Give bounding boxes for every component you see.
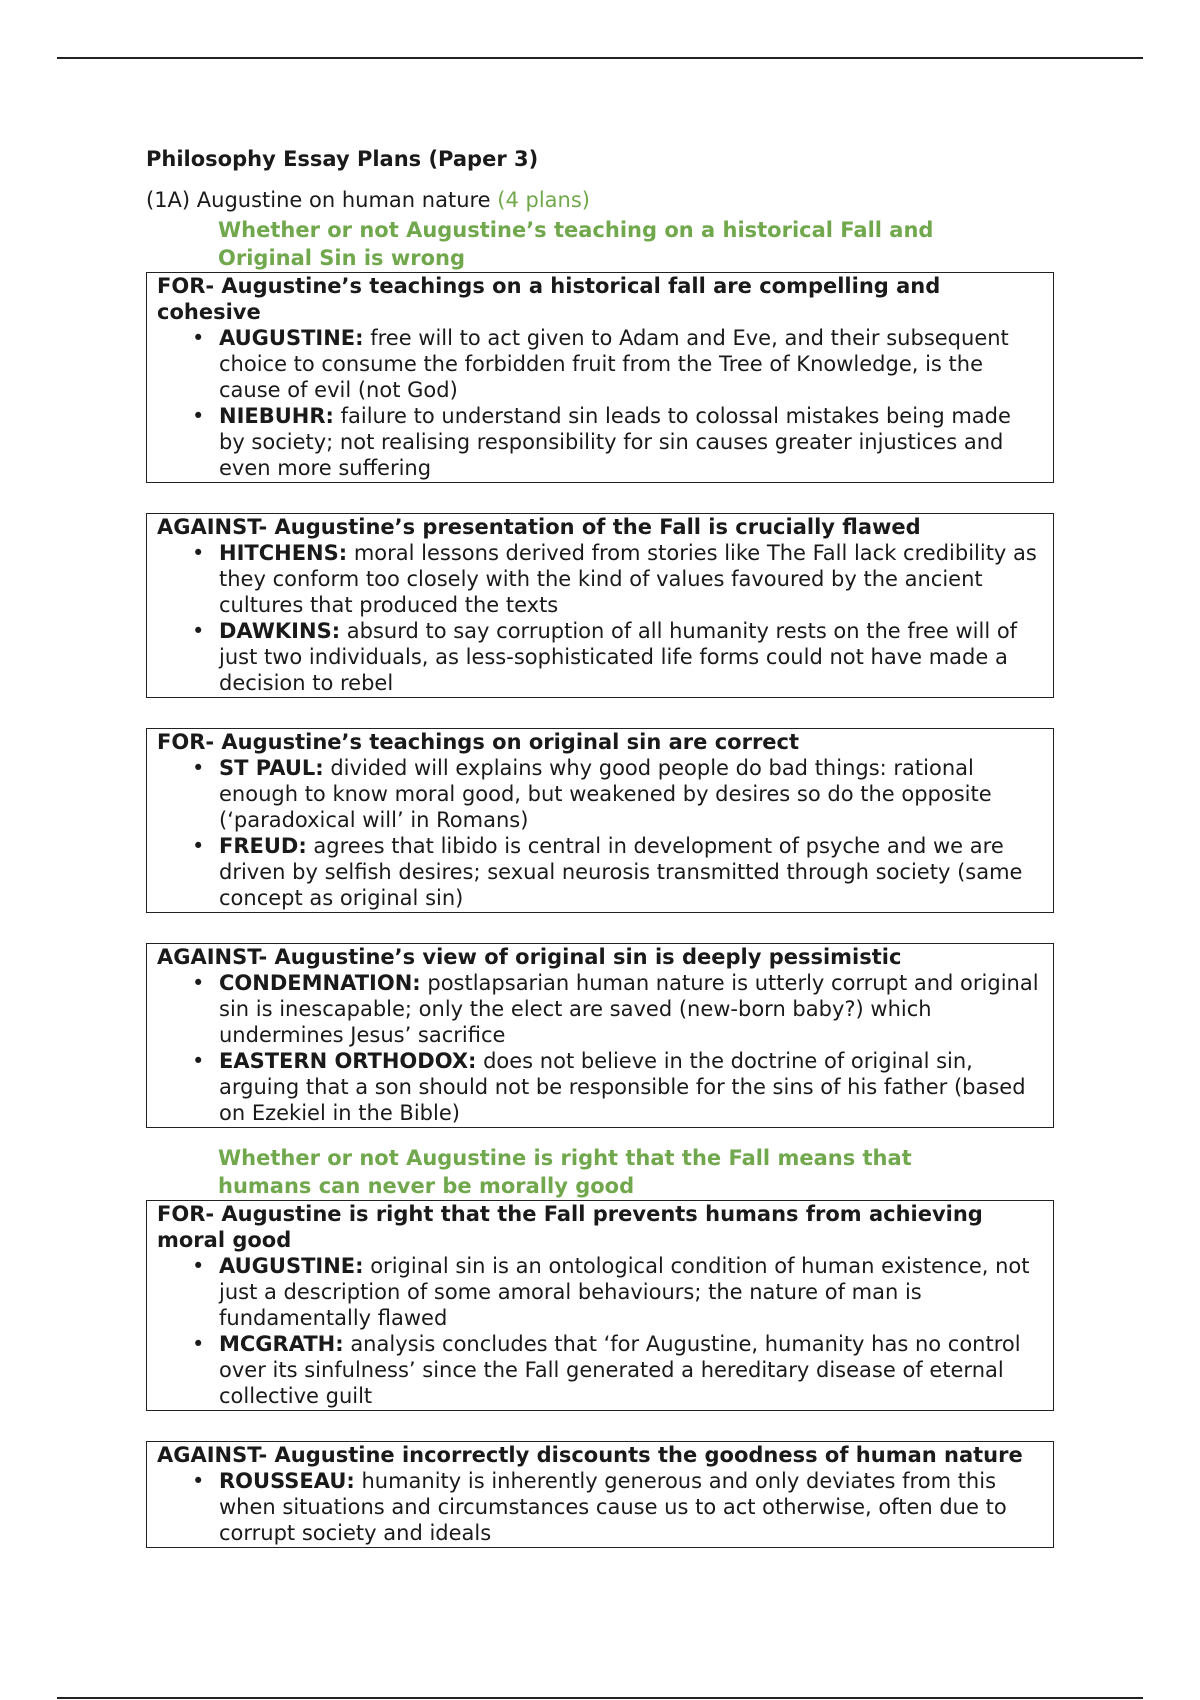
bullet-list — [157, 755, 1043, 911]
section-label: (1A) Augustine on human nature — [146, 188, 491, 212]
bullet-point — [157, 1048, 1043, 1126]
bullet-point — [157, 833, 1043, 911]
bullet-list — [157, 1468, 1043, 1546]
plan-box-title: AGAINST- Augustine’s view of original sin is deeply pessimistic — [157, 945, 902, 969]
point-text: postlapsarian human nature is utterly corrupt and original sin is inescapable; only the elect are saved (new-born baby?) which undermines Jesus’ sacrifice — [219, 971, 1039, 1047]
bullet-point — [157, 325, 1043, 403]
scholar-name: ST PAUL: — [219, 756, 324, 780]
plan-box-title: FOR- Augustine’s teachings on original sin are correct — [157, 730, 800, 754]
bullet-point — [157, 970, 1043, 1048]
scholar-name: DAWKINS: — [219, 619, 341, 643]
bullet-point — [157, 618, 1043, 696]
point-text: original sin is an ontological condition of human existence, not just a description of some amoral behaviours; the nature of man is fundamentally flawed — [219, 1254, 1030, 1330]
section-heading — [146, 186, 1056, 214]
point-text: absurd to say corruption of all humanity rests on the free will of just two individuals, as less-sophisticated life forms could not have made a decision to rebel — [219, 619, 1018, 695]
bullet-point — [157, 755, 1043, 833]
bullet-point — [157, 403, 1043, 481]
scholar-name: AUGUSTINE: — [219, 1254, 364, 1278]
scholar-name: FREUD: — [219, 834, 307, 858]
plan-box-title: FOR- Augustine is right that the Fall prevents humans from achieving moral good — [157, 1202, 983, 1252]
plan-box — [146, 728, 1054, 913]
plan-box — [146, 1200, 1054, 1411]
question-heading-1: Whether or not Augustine’s teaching on a historical Fall and Original Sin is wrong — [218, 218, 934, 270]
plan-box — [146, 943, 1054, 1128]
plan-box — [146, 513, 1054, 698]
point-text: free will to act given to Adam and Eve, and their subsequent choice to consume the forbidden fruit from the Tree of Knowledge, is the cause of evil (not God) — [219, 326, 1009, 402]
bullet-list — [157, 970, 1043, 1126]
point-text: agrees that libido is central in development of psyche and we are driven by selfish desires; sexual neurosis transmitted through society (same concept as original sin) — [219, 834, 1023, 910]
scholar-name: EASTERN ORTHODOX: — [219, 1049, 477, 1073]
bullet-point — [157, 540, 1043, 618]
plan-box — [146, 1441, 1054, 1548]
point-text: analysis concludes that ‘for Augustine, humanity has no control over its sinfulness’ since the Fall generated a hereditary disease of eternal collective guilt — [219, 1332, 1021, 1408]
plan-box-title: AGAINST- Augustine’s presentation of the Fall is crucially flawed — [157, 515, 921, 539]
scholar-name: AUGUSTINE: — [219, 326, 364, 350]
document-body — [146, 144, 1056, 1548]
point-text: does not believe in the doctrine of original sin, arguing that a son should not be responsible for the sins of his father (based on Ezekiel in the Bible) — [219, 1049, 1026, 1125]
document-title: Philosophy Essay Plans (Paper 3) — [146, 147, 539, 171]
bullet-list — [157, 540, 1043, 696]
point-text: moral lessons derived from stories like The Fall lack credibility as they conform too closely with the kind of values favoured by the ancient cultures that produced the texts — [219, 541, 1037, 617]
bullet-point — [157, 1468, 1043, 1546]
point-text: humanity is inherently generous and only deviates from this when situations and circumstances cause us to act otherwise, often due to corrupt society and ideals — [219, 1469, 1007, 1545]
top-rule — [57, 57, 1143, 59]
bullet-list — [157, 1253, 1043, 1409]
plan-box — [146, 272, 1054, 483]
plan-box-title: FOR- Augustine’s teachings on a historical fall are compelling and cohesive — [157, 274, 941, 324]
question-heading-2: Whether or not Augustine is right that the Fall means that humans can never be morally good — [218, 1146, 912, 1198]
scholar-name: NIEBUHR: — [219, 404, 334, 428]
plan-box-title: AGAINST- Augustine incorrectly discounts the goodness of human nature — [157, 1443, 1023, 1467]
bullet-list — [157, 325, 1043, 481]
bottom-rule — [57, 1697, 1143, 1699]
scholar-name: ROUSSEAU: — [219, 1469, 355, 1493]
plan-count: (4 plans) — [497, 188, 590, 212]
point-text: failure to understand sin leads to colossal mistakes being made by society; not realising responsibility for sin causes greater injustices and even more suffering — [219, 404, 1011, 480]
point-text: divided will explains why good people do bad things: rational enough to know moral good, but weakened by desires so do the opposite (‘paradoxical will’ in Romans) — [219, 756, 992, 832]
scholar-name: HITCHENS: — [219, 541, 348, 565]
bullet-point — [157, 1253, 1043, 1331]
scholar-name: CONDEMNATION: — [219, 971, 421, 995]
bullet-point — [157, 1331, 1043, 1409]
scholar-name: MCGRATH: — [219, 1332, 344, 1356]
